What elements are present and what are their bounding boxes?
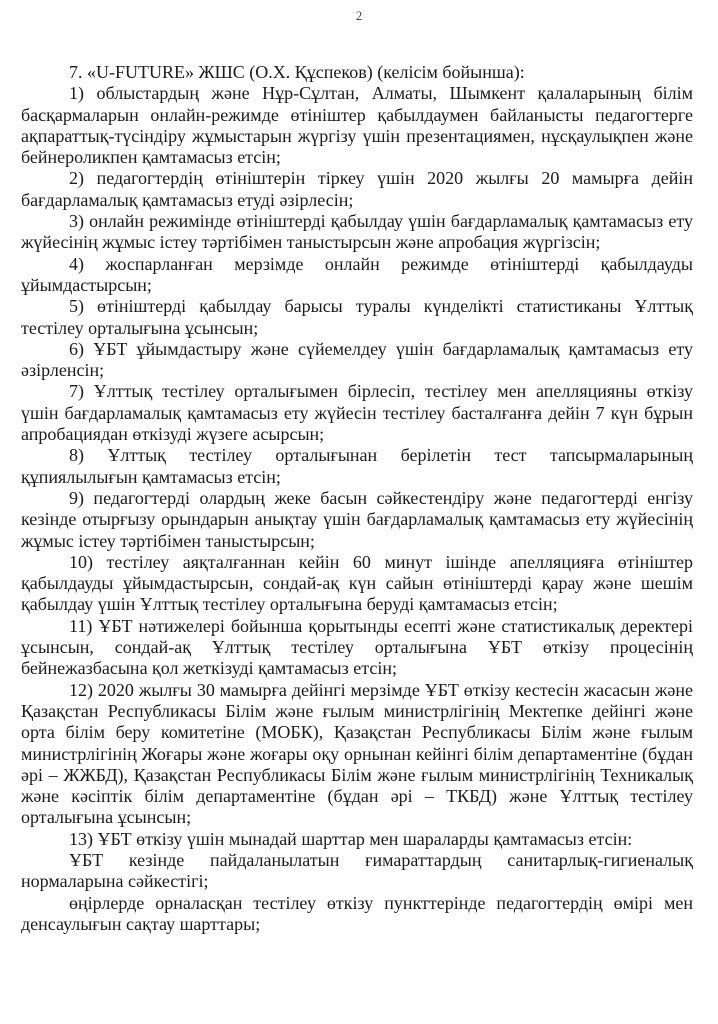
paragraph-item-10: 10) тестілеу аяқталғаннан кейін 60 минут ішінде апелляцияға өтініштер қабылдауды ұйымдастырсын, сондай-ақ күн сайын өтініштерді қарау және шешім қабылдау үшін Ұлттық тестілеу орталығына беруді қамтамасыз етсін; [21, 551, 693, 615]
paragraph-subitem-1: ҰБТ кезінде пайдаланылатын ғимараттардың санитарлық-гигиеналық нормаларына сәйкестігі; [21, 849, 693, 892]
paragraph-item-6: 6) ҰБТ ұйымдастыру және сүйемелдеу үшін бағдарламалық қамтамасыз ету әзірленсін; [21, 338, 693, 381]
paragraph-item-1: 1) облыстардың және Нұр-Сұлтан, Алматы, Шымкент қалаларының білім басқармаларын онлайн-режимде өтініштер қабылдаумен байланысты педагогтерге ақпараттық-түсіндіру жұмыстарын жүргізу үшін презентациямен, нұсқаулықпен және бейнероликпен қамтамасыз етсін; [21, 83, 693, 168]
section-heading: 7. «U-FUTURE» ЖШС (О.Х. Құспеков) (келісім бойынша): [69, 62, 525, 82]
paragraph-item-2: 2) педагогтердің өтініштерін тіркеу үшін 2020 жылғы 20 мамырға дейін бағдарламалық қамтамасыз етуді әзірлесін; [21, 168, 693, 210]
page-number: 2 [355, 8, 363, 23]
paragraph-item-5: 5) өтініштерді қабылдау барысы туралы күнделікті статистиканы Ұлттық тестілеу орталығына ұсынсын; [21, 296, 693, 338]
document-body [21, 62, 693, 935]
paragraph-item-11: 11) ҰБТ нәтижелері бойынша қорытынды есепті және статистикалық деректері ұсынсын, сондай-ақ Ұлттық тестілеу орталығына ҰБТ өткізу процесінің бейнежазбасына қол жеткізуді қамтамасыз етсін; [21, 615, 693, 679]
paragraph-item-9: 9) педагогтерді олардың жеке басын сәйкестендіру және педагогтерді енгізу кезінде отырғызу орындарын анықтау үшін бағдарламалық қамтамасыз ету жүйесінің жұмыс істеу тәртібімен таныстырсын; [21, 487, 693, 551]
paragraph-item-13: 13) ҰБТ өткізу үшін мынадай шарттар мен шараларды қамтамасыз етсін: [69, 828, 633, 849]
paragraph-subitem-2: өңірлерде орналасқан тестілеу өткізу пункттерінде педагогтердің өмірі мен денсаулығын сақтау шарттары; [21, 892, 693, 934]
paragraph-item-12: 12) 2020 жылғы 30 мамырға дейінгі мерзімде ҰБТ өткізу кестесін жасасын және Қазақстан Республикасы Білім және ғылым министрлігінің Мектепке дейінгі және орта білім беру комитетіне (МОБК), Қазақстан Республикасы Білім және ғылым министрлігінің Жоғары және жоғары оқу орнынан кейінгі білім департаментіне (бұдан әрі – ЖЖБД), Қазақстан Республикасы Білім және ғылым министрлігінің Техникалық және кәсіптік білім департаментіне (бұдан әрі – ТКБД) және Ұлттық тестілеу орталығына ұсынсын; [21, 679, 693, 828]
paragraph-item-4: 4) жоспарланған мерзімде онлайн режимде өтініштерді қабылдауды ұйымдастырсын; [21, 253, 693, 295]
paragraph-item-8: 8) Ұлттық тестілеу орталығынан берілетін тест тапсырмаларының құпиялылығын қамтамасыз етсін; [21, 445, 693, 487]
paragraph-item-7: 7) Ұлттық тестілеу орталығымен бірлесіп, тестілеу мен апелляцияны өткізу үшін бағдарламалық қамтамасыз ету жүйесін тестілеу басталғанға дейін 7 күн бұрын апробациядан өткізуді жүзеге асырсын; [21, 381, 693, 445]
paragraph-item-3: 3) онлайн режимінде өтініштерді қабылдау үшін бағдарламалық қамтамасыз ету жүйесінің жұмыс істеу тәртібімен таныстырсын және апробация жүргізсін; [21, 211, 693, 253]
